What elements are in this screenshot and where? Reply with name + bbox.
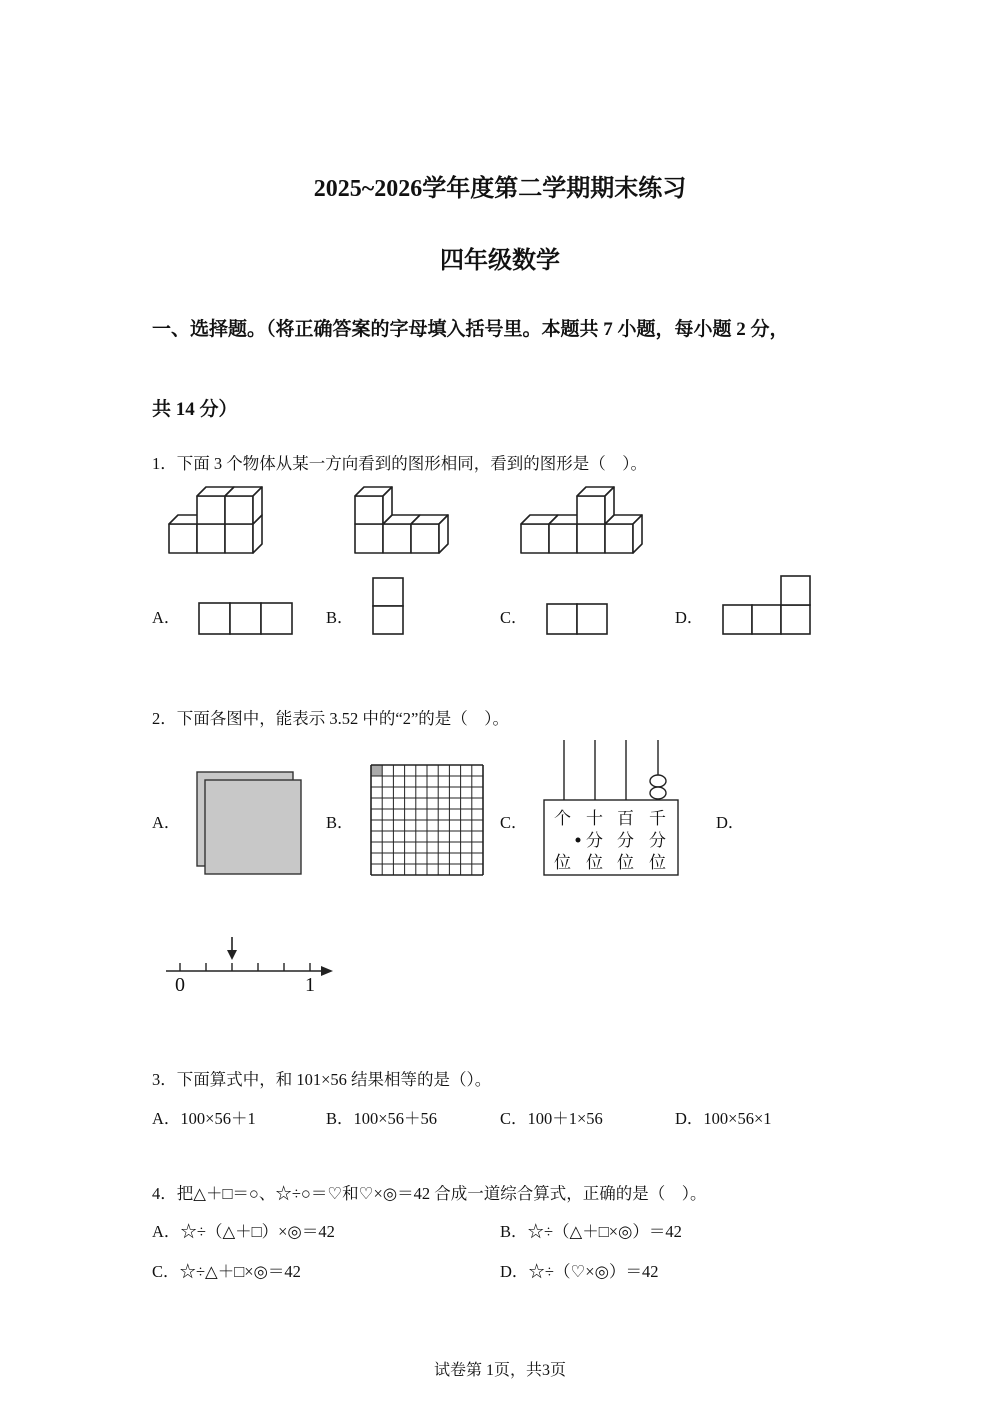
pv-row1-col4: 千	[649, 809, 666, 828]
decimal-point	[576, 838, 581, 843]
q4-option-c: C．☆÷△＋□×◎＝42	[152, 1262, 301, 1281]
q4-option-a: A．☆÷（△＋□）×◎＝42	[152, 1222, 335, 1241]
pv-row3-col3: 位	[617, 853, 634, 872]
question-1-text: 1．下面 3 个物体从某一方向看到的图形相同，看到的图形是（ ）。	[152, 454, 647, 473]
pv-row1-col2: 十	[586, 809, 603, 828]
q3-option-d: D．100×56×1	[675, 1109, 772, 1128]
pv-row1-col3: 百	[617, 809, 634, 828]
question-3-text: 3．下面算式中，和 101×56 结果相等的是（）。	[152, 1070, 492, 1089]
number-line-label-end: 1	[305, 974, 315, 996]
q4-option-b: B．☆÷（△＋□×◎）＝42	[500, 1222, 682, 1241]
number-line-label-start: 0	[175, 974, 185, 996]
option-b-label: B．	[326, 608, 354, 627]
q2-option-b-label: B．	[326, 813, 354, 832]
section-heading-continued: 共 14 分）	[152, 399, 238, 420]
pv-row3-col2: 位	[586, 853, 603, 872]
q3-option-c: C．100＋1×56	[500, 1109, 603, 1128]
question-4-text: 4．把△＋□＝○、☆÷○＝♡和♡×◎＝42 合成一道综合算式，正确的是（ ）。	[152, 1184, 707, 1203]
page-footer: 试卷第 1页，共3页	[433, 1362, 566, 1379]
option-d-label: D．	[675, 608, 704, 627]
pv-row3-col4: 位	[649, 853, 666, 872]
number-line-figure	[166, 937, 333, 976]
q3-option-b: B．100×56＋56	[326, 1109, 438, 1128]
pv-row1-col1: 个	[554, 809, 571, 828]
pv-row2-col3: 分	[617, 831, 634, 850]
section-heading: 一、选择题。（将正确答案的字母填入括号里。本题共 7 小题，每小题 2 分，	[152, 319, 789, 340]
q2-option-c-label: C．	[500, 813, 528, 832]
shaded-squares-figure	[197, 772, 301, 874]
page-subtitle: 四年级数学	[440, 248, 560, 274]
pv-row2-col4: 分	[649, 831, 666, 850]
q3-option-a: A．100×56＋1	[152, 1109, 256, 1128]
option-c-label: C．	[500, 608, 528, 627]
pv-row2-col2: 分	[586, 831, 603, 850]
pv-row3-col1: 位	[554, 853, 571, 872]
option-a-label: A．	[152, 608, 181, 627]
q4-option-d: D．☆÷（♡×◎）＝42	[500, 1262, 659, 1281]
q2-option-a-label: A．	[152, 813, 181, 832]
hundred-grid-figure	[371, 765, 483, 875]
q2-option-d-label: D．	[716, 813, 745, 832]
page-title: 2025~2026学年度第二学期期末练习	[313, 176, 687, 202]
question-2-text: 2．下面各图中，能表示 3.52 中的“2”的是（ ）。	[152, 709, 510, 728]
